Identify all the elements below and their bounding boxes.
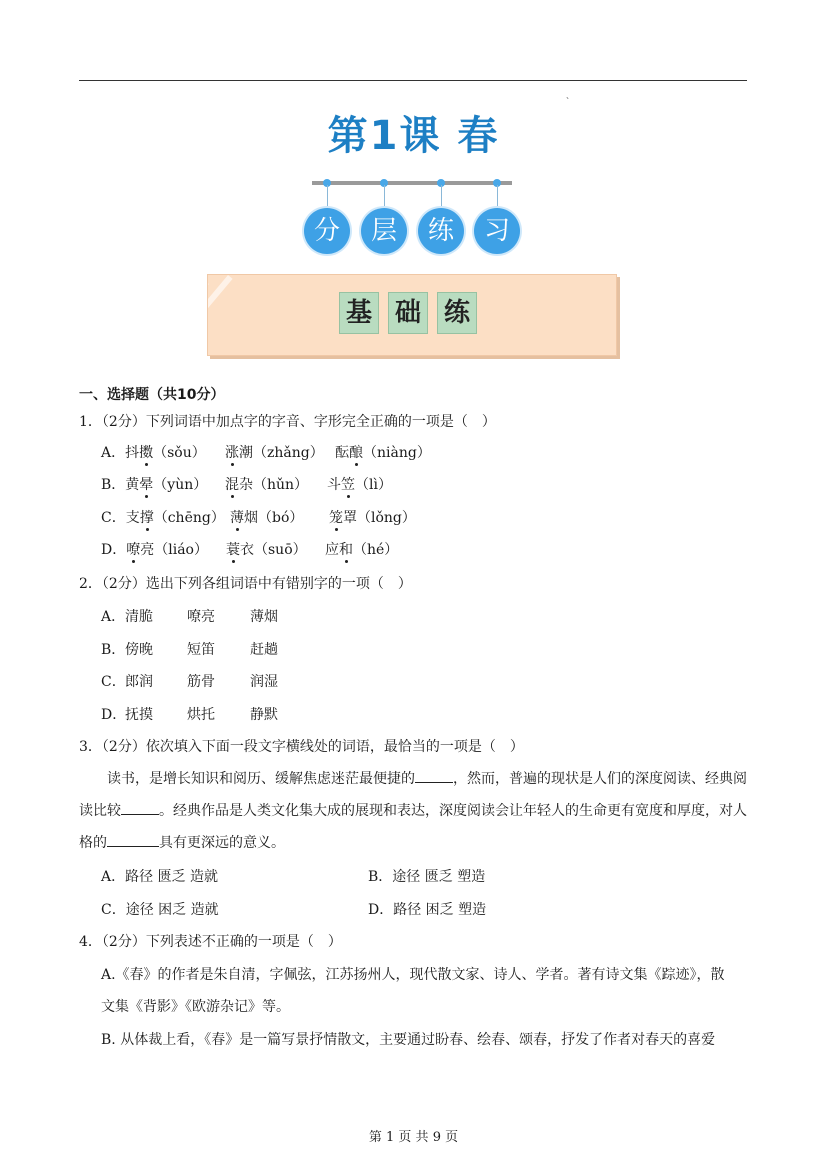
option-word: 傍晚 bbox=[125, 642, 153, 658]
option-a-word2: 涨潮（zhǎng） bbox=[225, 442, 324, 462]
subtitle-char: 练 bbox=[418, 208, 464, 254]
banner-char: 练 bbox=[437, 292, 477, 334]
hanger-string bbox=[441, 185, 442, 210]
blank-2 bbox=[121, 800, 159, 815]
option-word: 嘹亮 bbox=[187, 609, 215, 625]
subtitle-char: 习 bbox=[474, 208, 520, 254]
question-stem: 1．（2分）下列词语中加点字的字音、字形完全正确的一项是（ ） bbox=[79, 414, 496, 430]
hanger-string bbox=[327, 185, 328, 210]
question-stem: 4．（2分）下列表述不正确的一项是（ ） bbox=[79, 934, 342, 950]
option-word: 薄烟 bbox=[250, 609, 278, 625]
option-c: C．途径 困乏 造就 bbox=[101, 902, 219, 918]
option-word: 润湿 bbox=[250, 674, 278, 690]
option-a: A．路径 匮乏 造就 bbox=[101, 869, 219, 885]
option-d: D．嘹亮（liáo） bbox=[101, 539, 208, 559]
option-a: A． bbox=[101, 609, 126, 625]
hanger-string bbox=[497, 185, 498, 210]
option-word: 赶趟 bbox=[250, 642, 278, 658]
option-word: 短笛 bbox=[187, 642, 215, 658]
option-word: 烘托 bbox=[187, 707, 215, 723]
option-b-word2: 混杂（hǔn） bbox=[225, 474, 308, 494]
question-stem: 2．（2分）选出下列各组词语中有错别字的一项（ ） bbox=[79, 576, 412, 592]
option-c-word3: 笼罩（lǒng） bbox=[329, 507, 416, 527]
corner-mark: 、 bbox=[566, 91, 574, 100]
blank-1 bbox=[415, 768, 453, 783]
option-word: 清脆 bbox=[125, 609, 153, 625]
section-heading: 一、选择题（共10分） bbox=[79, 387, 225, 403]
option-d: D．路径 困乏 塑造 bbox=[368, 902, 487, 918]
option-a-word3: 酝酿（niàng） bbox=[335, 442, 431, 462]
option-a-cont: 文集《背影》《欧游杂记》等。 bbox=[101, 999, 290, 1015]
page-footer: 第 1 页 共 9 页 bbox=[368, 1130, 459, 1145]
banner-char: 础 bbox=[388, 292, 428, 334]
hanger-string bbox=[384, 185, 385, 210]
option-b: B．黄晕（yùn） bbox=[101, 474, 207, 494]
passage: 读书，是增长知识和阅历、缓解焦虑迷茫最便捷的 ，然而，普遍的现状是人们的深度阅读、经典阅读比较 。经典作品是人类文化集大成的展现和表达，深度阅读会让年轻人的生命更有宽度和厚度，对人格的 具有更深远的意义。 bbox=[79, 763, 747, 859]
option-word: 静默 bbox=[250, 707, 278, 723]
option-d-word2: 蓑衣（suō） bbox=[226, 539, 307, 559]
hanger-bar bbox=[312, 181, 512, 185]
option-a: A.《春》的作者是朱自清，字佩弦，江苏扬州人，现代散文家、诗人、学者。著有诗文集《踪迹》，散 bbox=[101, 967, 725, 983]
option-b-word3: 斗笠（lì） bbox=[327, 474, 392, 494]
option-word: 郎润 bbox=[125, 674, 153, 690]
option-word: 抚摸 bbox=[125, 707, 153, 723]
option-c: C． bbox=[101, 674, 126, 690]
subtitle-char: 分 bbox=[304, 208, 350, 254]
option-c: C．支撑（chēng） bbox=[101, 507, 225, 527]
option-d: D． bbox=[101, 707, 127, 723]
option-b: B．途径 匮乏 塑造 bbox=[368, 869, 486, 885]
option-b: B． bbox=[101, 642, 126, 658]
header-rule bbox=[79, 80, 747, 81]
blank-3 bbox=[107, 832, 159, 847]
option-word: 筋骨 bbox=[187, 674, 215, 690]
banner-char: 基 bbox=[339, 292, 379, 334]
question-stem: 3．（2分）依次填入下面一段文字横线处的词语，最恰当的一项是（ ） bbox=[79, 739, 524, 755]
option-c-word2: 薄烟（bó） bbox=[230, 507, 303, 527]
option-d-word3: 应和（hé） bbox=[325, 539, 398, 559]
page-title: 第1课 春 bbox=[327, 113, 500, 159]
option-a: A．抖擞（sǒu） bbox=[101, 442, 206, 462]
option-b: B. 从体裁上看，《春》是一篇写景抒情散文，主要通过盼春、绘春、颂春，抒发了作者对春天的喜爱 bbox=[101, 1032, 716, 1048]
subtitle-char: 层 bbox=[361, 208, 407, 254]
